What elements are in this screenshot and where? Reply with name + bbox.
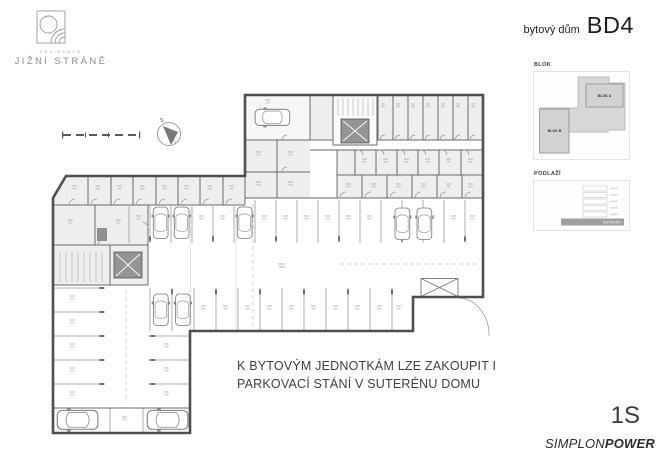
podlazi-panel-title: PODLAŽÍ: [534, 171, 561, 177]
block-b-label: BLOK B: [547, 129, 562, 133]
north-label: S: [160, 118, 164, 124]
floor-code: 1S: [610, 402, 640, 429]
scale-bar: [62, 132, 140, 139]
garage-ramp: [421, 279, 458, 297]
blok-key-plan: [533, 71, 630, 160]
gate-swing-arc: [459, 298, 489, 336]
sales-note-line2: PARKOVACÍ STÁNÍ V SUTERÉNU DOMU: [237, 376, 481, 391]
brand-logo-normal: SIMPLON: [544, 436, 605, 451]
podlazi-key-diagram: [533, 180, 630, 231]
logo-subtitle: REZIDENCE: [39, 49, 83, 54]
block-a-label: BLOK A: [597, 94, 612, 98]
logo-title: JIŽNÍ STRÁNĚ: [14, 56, 108, 67]
building-code: BD4: [586, 12, 634, 38]
sales-note-line1: K BYTOVÝM JEDNOTKÁM LZE ZAKOUPIT I: [237, 359, 497, 373]
brand-logo-bold: POWER: [604, 436, 655, 451]
building-type-label: bytový dům: [523, 24, 580, 36]
brand-logo: [545, 436, 655, 451]
selected-floor-label: SUTERÉN: [603, 220, 621, 225]
sales-note: [237, 358, 497, 394]
north-compass-icon: [158, 118, 181, 146]
blok-panel-title: BLOK: [534, 62, 552, 68]
